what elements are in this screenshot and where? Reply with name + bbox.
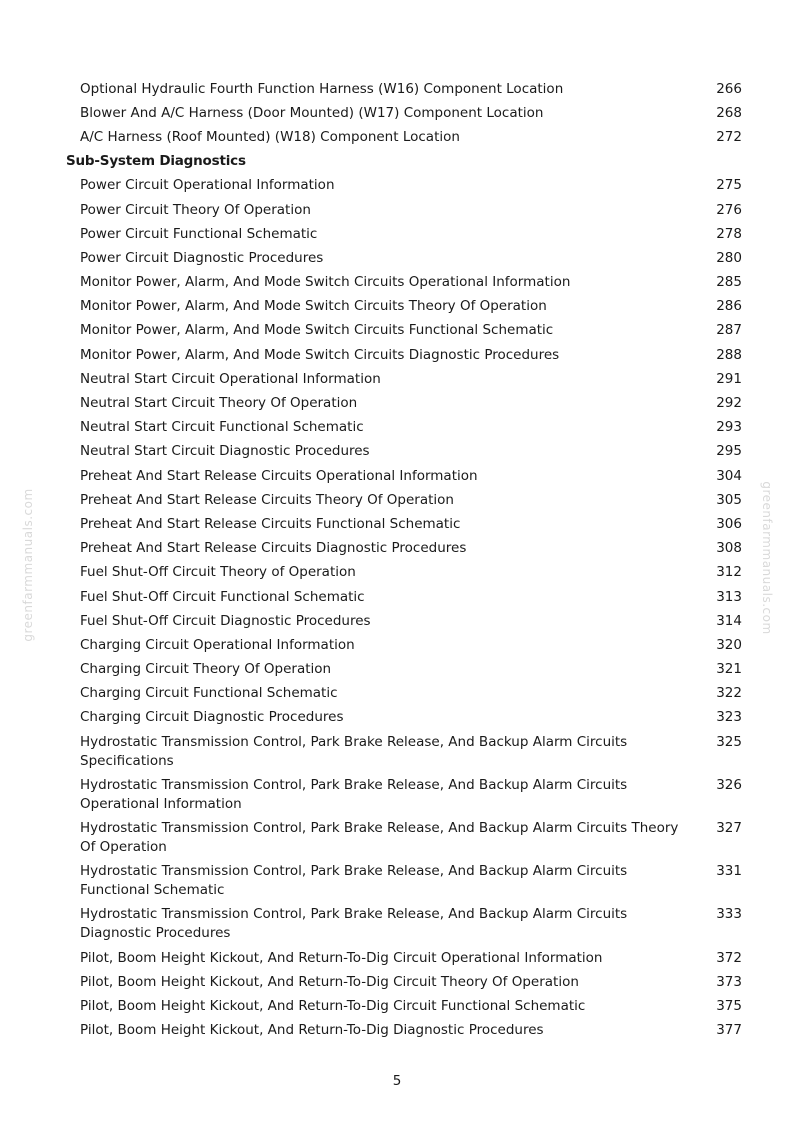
toc-entry-title: Charging Circuit Diagnostic Procedures (80, 709, 344, 726)
toc-entry[interactable] (0, 246, 794, 270)
toc-section-heading (0, 150, 794, 174)
toc-entry-title: Optional Hydraulic Fourth Function Harness (W16) Component Location (80, 80, 564, 97)
toc-entry-page: 326 (716, 776, 742, 793)
toc-entry-title: Preheat And Start Release Circuits Operational Information (80, 467, 478, 484)
toc-entry-title: Hydrostatic Transmission Control, Park Brake Release, And Backup Alarm Circuits Functional Schematic (80, 863, 628, 899)
toc-entry-title: Fuel Shut-Off Circuit Functional Schematic (80, 588, 365, 605)
toc-entry-page: 295 (716, 443, 742, 460)
toc-entry-page: 285 (716, 274, 742, 291)
toc-entry[interactable] (0, 537, 794, 561)
toc-entry[interactable] (0, 271, 794, 295)
toc-entry-title: Pilot, Boom Height Kickout, And Return-To-Dig Circuit Theory Of Operation (80, 973, 579, 990)
toc-entry[interactable] (0, 730, 794, 773)
toc-entry[interactable] (0, 1019, 794, 1043)
toc-entry-page: 312 (716, 564, 742, 581)
toc-entry-page: 291 (716, 370, 742, 387)
toc-entry[interactable] (0, 860, 794, 903)
toc-entry-page: 322 (716, 685, 742, 702)
toc-entry[interactable] (0, 903, 794, 946)
toc-entry-title: Pilot, Boom Height Kickout, And Return-To-Dig Circuit Functional Schematic (80, 997, 586, 1014)
toc-entry-title: Charging Circuit Theory Of Operation (80, 661, 332, 678)
toc-entry-page: 287 (716, 322, 742, 339)
toc-entry[interactable] (0, 816, 794, 859)
toc-entry-page: 276 (716, 201, 742, 218)
toc-entry-page: 314 (716, 612, 742, 629)
toc-entry-page: 272 (716, 128, 742, 145)
watermark-left: greenfarmmanuals.com (21, 488, 35, 642)
table-of-contents (0, 77, 794, 1043)
toc-entry-title: Charging Circuit Functional Schematic (80, 685, 338, 702)
toc-entry-title: Neutral Start Circuit Operational Information (80, 370, 381, 387)
toc-entry[interactable] (0, 464, 794, 488)
toc-entry-title: Fuel Shut-Off Circuit Diagnostic Procedures (80, 612, 371, 629)
toc-entry[interactable] (0, 222, 794, 246)
toc-entry-title: Preheat And Start Release Circuits Functional Schematic (80, 515, 461, 532)
toc-entry[interactable] (0, 633, 794, 657)
toc-entry-title: Fuel Shut-Off Circuit Theory of Operation (80, 564, 356, 581)
toc-entry-page: 313 (716, 588, 742, 605)
toc-entry-page: 331 (716, 863, 742, 880)
toc-entry-title: Power Circuit Theory Of Operation (80, 201, 311, 218)
toc-entry[interactable] (0, 488, 794, 512)
toc-entry[interactable] (0, 391, 794, 415)
toc-entry-title: A/C Harness (Roof Mounted) (W18) Component Location (80, 128, 460, 145)
toc-entry-title: Preheat And Start Release Circuits Diagnostic Procedures (80, 540, 467, 557)
toc-entry-page: 308 (716, 540, 742, 557)
page-number: 5 (392, 1073, 402, 1089)
toc-entry[interactable] (0, 658, 794, 682)
toc-entry[interactable] (0, 295, 794, 319)
toc-entry-title: Blower And A/C Harness (Door Mounted) (W17) Component Location (80, 104, 544, 121)
toc-entry-title: Hydrostatic Transmission Control, Park Brake Release, And Backup Alarm Circuits Theory Of Operation (80, 820, 679, 856)
toc-entry[interactable] (0, 101, 794, 125)
toc-entry[interactable] (0, 994, 794, 1018)
toc-entry-page: 372 (716, 949, 742, 966)
watermark-right: greenfarmmanuals.com (760, 481, 774, 635)
toc-entry-title: Neutral Start Circuit Diagnostic Procedures (80, 443, 370, 460)
toc-entry-page: 266 (716, 80, 742, 97)
toc-entry-page: 323 (716, 709, 742, 726)
toc-entry[interactable] (0, 125, 794, 149)
toc-entry-title: Power Circuit Operational Information (80, 177, 335, 194)
toc-entry-page: 321 (716, 661, 742, 678)
toc-entry[interactable] (0, 970, 794, 994)
toc-entry[interactable] (0, 946, 794, 970)
toc-entry-page: 278 (716, 225, 742, 242)
toc-entry-page: 320 (716, 636, 742, 653)
toc-entry-page: 275 (716, 177, 742, 194)
toc-entry-title: Hydrostatic Transmission Control, Park Brake Release, And Backup Alarm Circuits Operational Information (80, 776, 628, 812)
toc-entry-title: Neutral Start Circuit Functional Schematic (80, 419, 364, 436)
toc-entry-title: Monitor Power, Alarm, And Mode Switch Circuits Diagnostic Procedures (80, 346, 560, 363)
toc-entry[interactable] (0, 77, 794, 101)
toc-entry-page: 292 (716, 395, 742, 412)
toc-entry[interactable] (0, 682, 794, 706)
toc-entry-title: Pilot, Boom Height Kickout, And Return-To-Dig Circuit Operational Information (80, 949, 603, 966)
toc-entry-page: 293 (716, 419, 742, 436)
toc-entry[interactable] (0, 706, 794, 730)
toc-entry[interactable] (0, 512, 794, 536)
toc-entry-title: Power Circuit Diagnostic Procedures (80, 249, 324, 266)
toc-entry-title: Hydrostatic Transmission Control, Park Brake Release, And Backup Alarm Circuits Specifications (80, 733, 628, 769)
toc-entry-page: 375 (716, 997, 742, 1014)
toc-entry[interactable] (0, 561, 794, 585)
toc-entry[interactable] (0, 773, 794, 816)
toc-entry-page: 377 (716, 1022, 742, 1039)
toc-entry-title: Monitor Power, Alarm, And Mode Switch Circuits Operational Information (80, 274, 571, 291)
toc-entry-title: Monitor Power, Alarm, And Mode Switch Circuits Theory Of Operation (80, 298, 547, 315)
toc-entry-page: 373 (716, 973, 742, 990)
toc-entry-title: Power Circuit Functional Schematic (80, 225, 318, 242)
toc-entry-page: 286 (716, 298, 742, 315)
toc-entry[interactable] (0, 174, 794, 198)
toc-entry-title: Pilot, Boom Height Kickout, And Return-To-Dig Diagnostic Procedures (80, 1022, 544, 1039)
toc-entry[interactable] (0, 343, 794, 367)
toc-entry-page: 268 (716, 104, 742, 121)
toc-entry[interactable] (0, 319, 794, 343)
toc-heading-title: Sub-System Diagnostics (66, 153, 246, 170)
toc-entry-title: Preheat And Start Release Circuits Theory Of Operation (80, 491, 454, 508)
toc-entry-title: Charging Circuit Operational Information (80, 636, 355, 653)
toc-entry-page: 304 (716, 467, 742, 484)
toc-entry-page: 306 (716, 515, 742, 532)
toc-entry-title: Hydrostatic Transmission Control, Park Brake Release, And Backup Alarm Circuits Diagnostic Procedures (80, 906, 628, 942)
toc-entry-page: 327 (716, 820, 742, 837)
toc-entry-page: 280 (716, 249, 742, 266)
toc-entry-page: 325 (716, 733, 742, 750)
toc-entry-page: 305 (716, 491, 742, 508)
toc-entry[interactable] (0, 585, 794, 609)
toc-entry-title: Neutral Start Circuit Theory Of Operation (80, 395, 358, 412)
toc-entry-page: 288 (716, 346, 742, 363)
toc-entry[interactable] (0, 609, 794, 633)
toc-entry[interactable] (0, 440, 794, 464)
toc-entry[interactable] (0, 416, 794, 440)
toc-entry-title: Monitor Power, Alarm, And Mode Switch Circuits Functional Schematic (80, 322, 554, 339)
toc-entry-page: 333 (716, 906, 742, 923)
toc-entry[interactable] (0, 198, 794, 222)
toc-entry[interactable] (0, 367, 794, 391)
